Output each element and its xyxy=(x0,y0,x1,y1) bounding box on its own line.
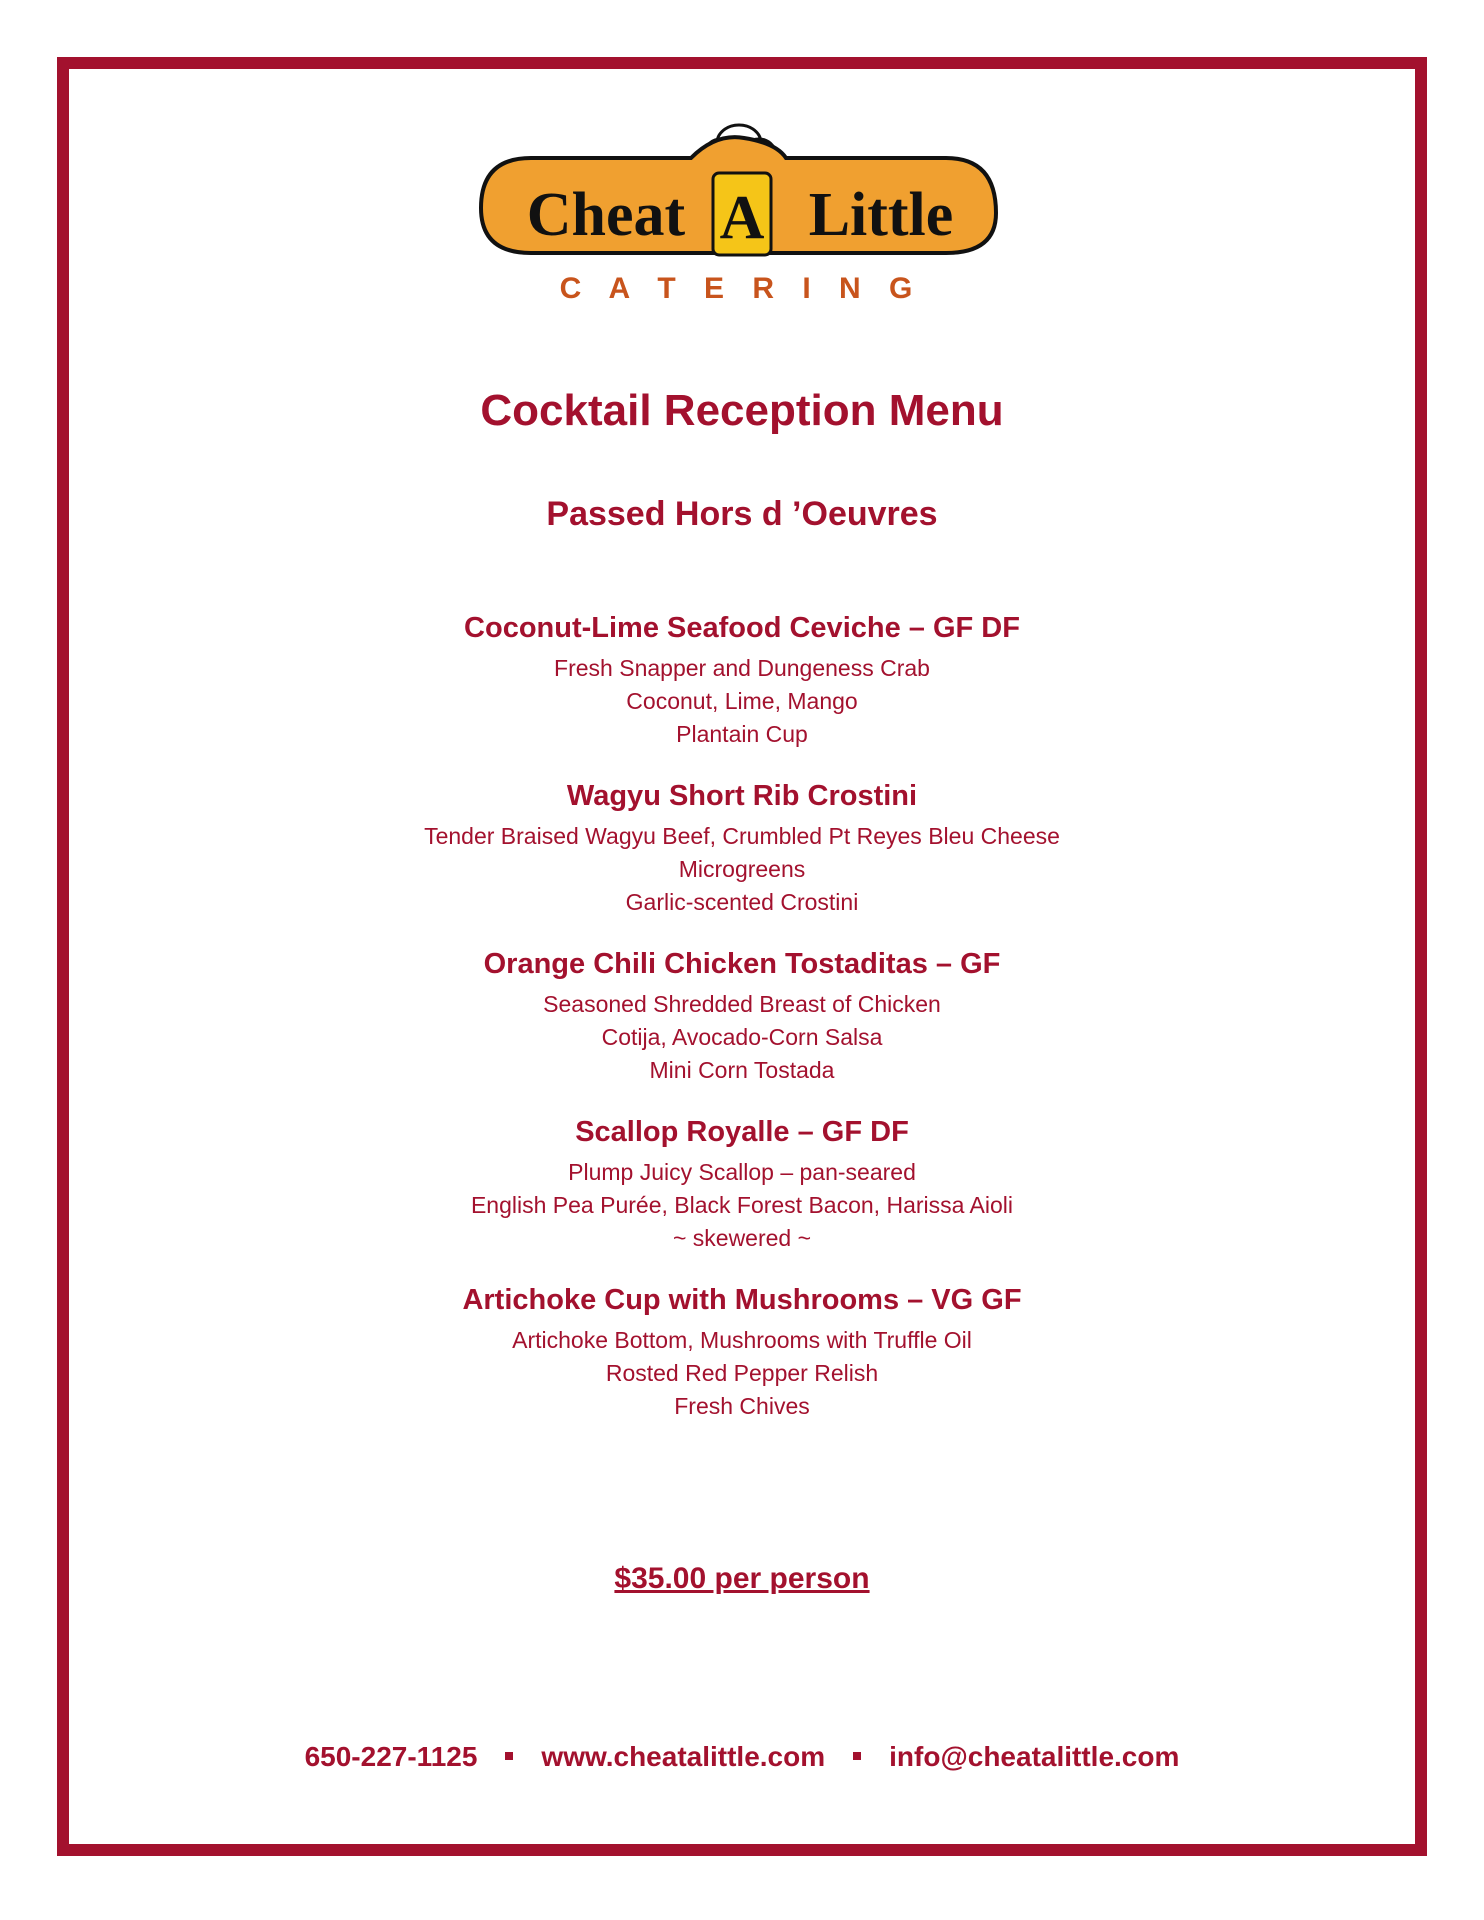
menu-item-description: Mini Corn Tostada xyxy=(649,1057,835,1083)
menu-item xyxy=(57,944,1427,1087)
menu-item-description: Garlic-scented Crostini xyxy=(625,889,859,915)
menu-item-description: Cotija, Avocado-Corn Salsa xyxy=(601,1024,883,1050)
logo-tagline: C A T E R I N G xyxy=(559,272,923,303)
menu-item-name: Scallop Royalle – GF DF xyxy=(575,1116,909,1148)
menu-item-description: ~ skewered ~ xyxy=(672,1225,812,1251)
menu-item-description: Plump Juicy Scallop – pan-seared xyxy=(568,1159,916,1185)
menu-item-name: Wagyu Short Rib Crostini xyxy=(566,780,918,812)
menu-item-description: Fresh Snapper and Dungeness Crab xyxy=(554,655,930,681)
menu-item-description: Rosted Red Pepper Relish xyxy=(605,1360,879,1386)
contact-footer xyxy=(57,1738,1427,1776)
menu-item-description: Fresh Chives xyxy=(674,1393,810,1419)
price-per-person: $35.00 per person xyxy=(614,1562,870,1595)
menu-item-description: Seasoned Shredded Breast of Chicken xyxy=(543,991,941,1017)
phone-number[interactable]: 650-227-1125 xyxy=(304,1741,478,1772)
menu-item xyxy=(57,776,1427,919)
email-link[interactable]: info@cheatalittle.com xyxy=(889,1741,1180,1772)
menu-item-name: Coconut-Lime Seafood Ceviche – GF DF xyxy=(464,612,1020,644)
cheat-a-little-logo xyxy=(476,113,1006,303)
menu-items-list xyxy=(57,608,1427,1448)
menu-item xyxy=(57,1112,1427,1255)
bullet-separator-icon xyxy=(853,1752,861,1760)
menu-subtitle: Passed Hors d ’Oeuvres xyxy=(546,495,938,533)
logo-word-cheat: Cheat xyxy=(526,181,686,249)
menu-item xyxy=(57,608,1427,751)
menu-item-name: Orange Chili Chicken Tostaditas – GF xyxy=(483,948,1001,980)
menu-item-name: Artichoke Cup with Mushrooms – VG GF xyxy=(462,1284,1022,1316)
logo-word-little: Little xyxy=(808,181,954,249)
menu-item xyxy=(57,1280,1427,1423)
menu-item-description: English Pea Purée, Black Forest Bacon, Harissa Aioli xyxy=(470,1192,1014,1218)
bullet-separator-icon xyxy=(505,1752,513,1760)
menu-item-description: Coconut, Lime, Mango xyxy=(626,688,858,714)
menu-item-description: Microgreens xyxy=(678,856,806,882)
menu-item-description: Tender Braised Wagyu Beef, Crumbled Pt Reyes Bleu Cheese xyxy=(424,823,1060,849)
website-link[interactable]: www.cheatalittle.com xyxy=(541,1741,826,1772)
menu-item-description: Artichoke Bottom, Mushrooms with Truffle Oil xyxy=(512,1327,972,1353)
menu-title: Cocktail Reception Menu xyxy=(480,386,1004,435)
logo-letter: A xyxy=(719,184,765,252)
menu-item-description: Plantain Cup xyxy=(676,721,808,747)
